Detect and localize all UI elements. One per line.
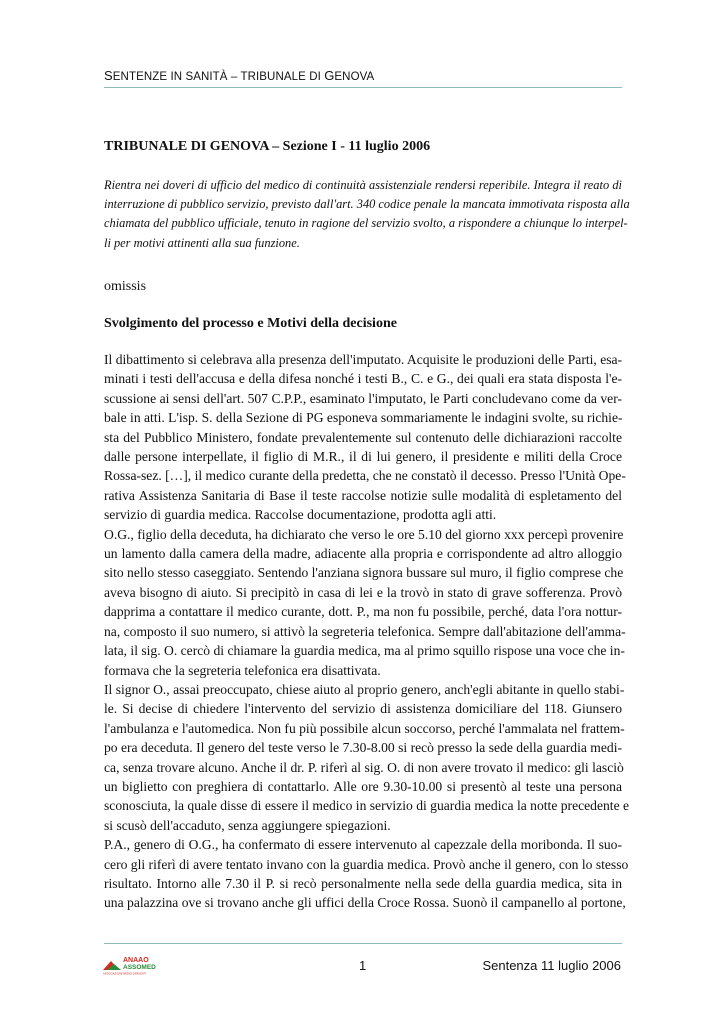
massima-line: interruzione di pubblico servizio, previsto dall'art. 340 codice penale la mancata immotivata risposta alla [104, 197, 630, 212]
body-line: Rossa-sez. […], il medico curante della predetta, che ne constatò il decesso. Presso l'Unità Ope- [104, 468, 626, 484]
body-line: Il dibattimento si celebrava alla presenza dell'imputato. Acquisite le produzioni delle Parti, esa- [104, 352, 623, 367]
body-line: sito nello stesso caseggiato. Sentendo l'anziana signora bussare sul muro, il figlio comprese che [104, 565, 624, 581]
body-line: sconosciuta, la quale disse di essere il medico in servizio di guardia medica la notte precedente e [104, 798, 630, 814]
massima-line: Rientra nei doveri di ufficio del medico di continuità assistenziale rendersi reperibile. Integra il reato di [104, 178, 622, 192]
body-line: l'ambulanza e l'automedica. Non fu più possibile alcun soccorso, perché l'ammalata nel frattem- [104, 720, 625, 736]
body-text [104, 350, 630, 913]
body-line: le. Si decise di chiedere l'intervento del servizio di assistenza domiciliare del 118. Giunsero [104, 701, 622, 717]
body-line: servizio di guardia medica. Raccolse documentazione, prodotta agli atti. [104, 507, 497, 523]
footer-rule [104, 943, 622, 944]
header-rule [104, 87, 622, 88]
body-line: formava che la segreteria telefonica era disattivata. [104, 662, 381, 678]
document-title: TRIBUNALE DI GENOVA – Sezione I - 11 luglio 2006 [104, 139, 431, 154]
body-line: scussione ai sensi dell'art. 507 C.P.P., esaminato l'imputato, le Parti concludevano come da ver- [104, 390, 622, 406]
body-line: cero gli riferì di avere tentato invano con la guardia medica. Provò anche il genero, con lo stesso [104, 856, 629, 872]
body-line: risultato. Intorno alle 7.30 il P. si recò personalmente nella sede della guardia medica, sita in [104, 875, 622, 891]
body-line: ca, senza trovare alcuno. Anche il dr. P. riferì al sig. O. di non avere trovato il medico: gli lasciò [104, 759, 624, 775]
body-line: bale in atti. L'isp. S. della Sezione di PG esponeva sommariamente le indagini svolte, su richie- [104, 410, 623, 426]
section-heading: Svolgimento del processo e Motivi della decisione [104, 316, 397, 331]
body-line: sta del Pubblico Ministero, fondate prevalentemente sul contenuto delle dichiarazioni raccolte [104, 429, 622, 445]
omissis-label: omissis [104, 279, 147, 294]
page-number: 1 [359, 958, 367, 973]
massima-line: chiamata del pubblico ufficiale, tenuto in ragione del servizio svolto, a rispondere a chiunque lo interpel- [104, 216, 628, 231]
body-line: rativa Assistenza Sanitaria di Base il teste raccolse notizie sulle modalità di espletamento del [104, 487, 622, 503]
logo-tagline: ASSOCIAZIONE MEDICI DIRIGENTI [103, 972, 147, 976]
body-line: Il signor O., assai preoccupato, chiese aiuto al proprio genero, anch'egli abitante in quello stabi- [104, 681, 625, 697]
running-header [104, 68, 374, 83]
body-line: P.A., genero di O.G., ha confermato di essere intervenuto al capezzale della moribonda. Il suo- [104, 837, 622, 853]
body-line: po era deceduta. Il genero del teste verso le 7.30-8.00 si recò presso la sede della guardia medi- [104, 740, 622, 756]
body-line: minati i testi dell'accusa e della difesa nonché i testi B., C. e G., dei quali era stata disposta l'e- [104, 371, 622, 387]
body-line: un biglietto con preghiera di contattarlo. Alle ore 9.30-10.00 si presentò al teste una persona [104, 778, 622, 794]
running-header-part: ENTENZE IN SANITÀ – TRIBUNALE DI [112, 71, 325, 83]
body-line: O.G., figlio della deceduta, ha dichiarato che verso le ore 5.10 del giorno xxx percepì provenire [104, 526, 624, 542]
logo-text-bottom: ASSOMED [123, 964, 156, 971]
body-line: un lamento dalla camera della madre, adiacente alla propria e corrispondente ad altro alloggio [104, 546, 622, 562]
massima-line: li per motivi attinenti alla sua funzione. [104, 235, 300, 250]
running-header-part: ENOVA [334, 71, 375, 83]
running-header-part: G [324, 68, 335, 83]
logo-text-top: ANAAO [123, 957, 149, 964]
body-line: una palazzina ove si trovano anche gli uffici della Croce Rossa. Suonò il campanello al portone, [104, 895, 626, 911]
body-line: dalle persone interpellate, il figlio di M.R., il di lui genero, il presidente e militi della Croce [104, 449, 622, 465]
body-line: dapprima a contattare il medico curante, dott. P., ma non fu possibile, perché, data l'ora nottur- [104, 604, 622, 620]
footer-document-label: Sentenza 11 luglio 2006 [482, 958, 621, 973]
body-line: si scusò dell'accaduto, senza aggiungere spiegazioni. [104, 817, 391, 833]
body-line: na, composto il suo numero, si attivò la segreteria telefonica. Sempre dall'abitazione dell'amma- [104, 623, 626, 639]
running-header-part: S [104, 68, 113, 83]
anaao-assomed-logo [101, 954, 165, 976]
body-line: aveva bisogno di aiuto. Si precipitò in casa di lei e la trovò in stato di grave sofferenza. Provò [104, 584, 622, 600]
body-line: lata, il sig. O. cercò di chiamare la guardia medica, ma al primo squillo rispose una voce che in- [104, 643, 625, 659]
massima-abstract [104, 176, 630, 253]
